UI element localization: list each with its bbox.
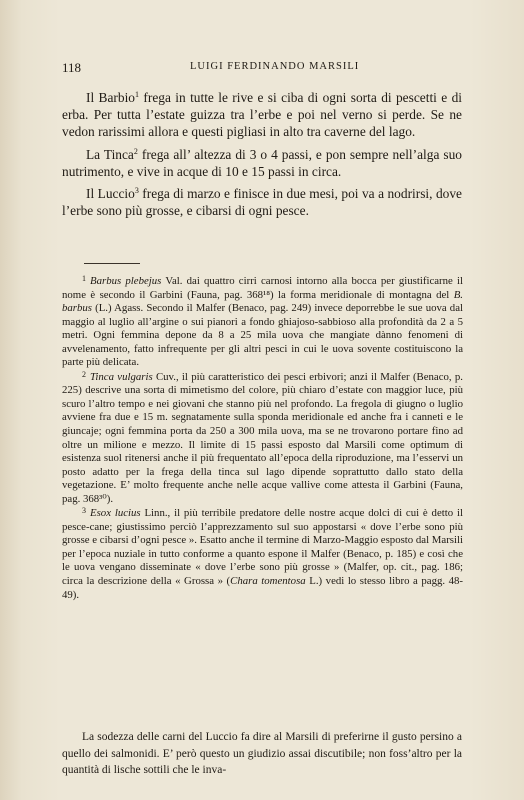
- footnote-3: [62, 507, 463, 602]
- species-name: Tinca vulgaris: [90, 370, 153, 383]
- footnotes: [62, 275, 463, 603]
- footnote-divider: [84, 263, 140, 264]
- running-title: LUIGI FERDINANDO MARSILI: [190, 61, 360, 72]
- footnote-text: Cuv., il più caratteristico dei pesci erbivori; anzi il Malfer (Benaco, p. 225) descrive una sorta di mimetismo del colore, più chiaro d’estate con maggior luce, più scuro l’altro tempo e nei giovani che stanno più nel profondo. La fregola di giugno o luglio avviene fra due e 15 m. segnatamente sulla sponda meridionale ed anche fra i canneti e le giuncaje; ogni femmina porta da 250 a 300 mila uova, ma se ne trovarono portare fino ad oltre un milione e mezzo. Il limite di 15 passi esposto dal Marsili come optimum di esistenza suol ritenersi anche il più frequentato all’epoca della riproduzione, ma l’esservi un posto adatto per la frega della tinca sul lago dipende soprattutto dallo stato della vegetazione. E’ molto frequente anche nelle acque vallive come attesta il Garbini (Fauna, pag. 368³⁰).: [62, 370, 463, 505]
- footnote-ref: 2: [133, 146, 138, 156]
- footnote-ref: 1: [135, 90, 140, 99]
- paragraph-start: La Tinca: [86, 146, 134, 162]
- species-name: B. barbus: [62, 288, 463, 315]
- paragraph-barbio: [62, 89, 462, 141]
- species-name: Barbus plebejus: [90, 275, 162, 287]
- footnote-text: (L.) Agass. Secondo il Malfer (Benaco, pag. 249) invece deporrebbe le sue uova dal maggio al luglio all’argine o sui pianori a fondo ghiajoso-sabbioso alla profondità da 2 a 5 metri. Ogni femmina depone da 8 a 25 mila uova che mangiate dànno fenomeni di avvelenamento, fatto infrequente per gli altri pesci in cui le uova sovente costituiscono la parte più delicata.: [62, 302, 463, 369]
- footnote-text: Val. dai quattro cirri carnosi intorno alla bocca per giustificarne il nome è secondo il Garbini (Fauna, pag. 368¹⁸) la forma meridionale di montagna del: [62, 275, 464, 301]
- main-text: [62, 89, 462, 224]
- footnote-ref: 3: [134, 186, 139, 196]
- footnote-text: L.) vedi lo stesso libro a pagg. 48-49).: [62, 575, 464, 601]
- continuation-text: [62, 729, 462, 779]
- footnote-2: [62, 371, 463, 506]
- paragraph-text: frega in tutte le rive e si ciba di ogni sorta di pescetti e di erba. Per tutta l’estate guizza tra l’erbe e poi nel verno si perde. Se ne vedon rarissimi allora e questi pigliasi in alto tra caverne del lago.: [62, 90, 462, 140]
- footnote-number: 1: [82, 274, 86, 283]
- species-name: Esox lucius: [90, 507, 141, 520]
- footnote-1: [62, 275, 463, 370]
- paragraph-text: frega di marzo e finisce in due mesi, poi va a nodrirsi, dove l’erbe sono più grosse, e cibarsi di ogni pesce.: [62, 186, 462, 219]
- footnote-text: Linn., il più terribile predatore delle nostre acque dolci di cui è detto il pesce-cane; giustissimo perciò l’apprezzamento sul suo appostarsi « dove l’erbe sono più grosse e cibarsi d’ogni pesce ». Esatto anche il termine di Marzo-Maggio esposto dal Marsili per l’epoca nuziale in tutto conforme a quanto espone il Malfer (Benaco, p. 185) e così che le uova vengano disseminate « dove l’erbe sono più grosse » (Malfer, op. cit., pag. 186; circa la descrizione della « Grossa » (: [62, 507, 463, 588]
- page-header: [62, 60, 462, 78]
- species-name: Chara tomentosa: [230, 575, 306, 588]
- paragraph-sodezza: La sodezza delle carni del Luccio fa dire al Marsili di preferirne il gusto persino a quello dei salmonidi. E’ però questo un giudizio assai discutibile; non foss’altro per la quantità di lische sottili che le inva-: [62, 731, 462, 777]
- page-number: 118: [62, 60, 82, 75]
- paragraph-start: Il Luccio: [86, 186, 135, 202]
- paragraph-text: frega all’ altezza di 3 o 4 passi, e pon sempre nell’alga suo nutrimento, e vive in acque di 10 e 15 passi in circa.: [62, 146, 462, 179]
- footnote-number: 2: [82, 369, 86, 379]
- footnote-number: 3: [82, 506, 86, 516]
- paragraph-tinca: [62, 146, 462, 180]
- paragraph-start: Il Barbio: [86, 90, 136, 105]
- paragraph-luccio: [62, 185, 462, 219]
